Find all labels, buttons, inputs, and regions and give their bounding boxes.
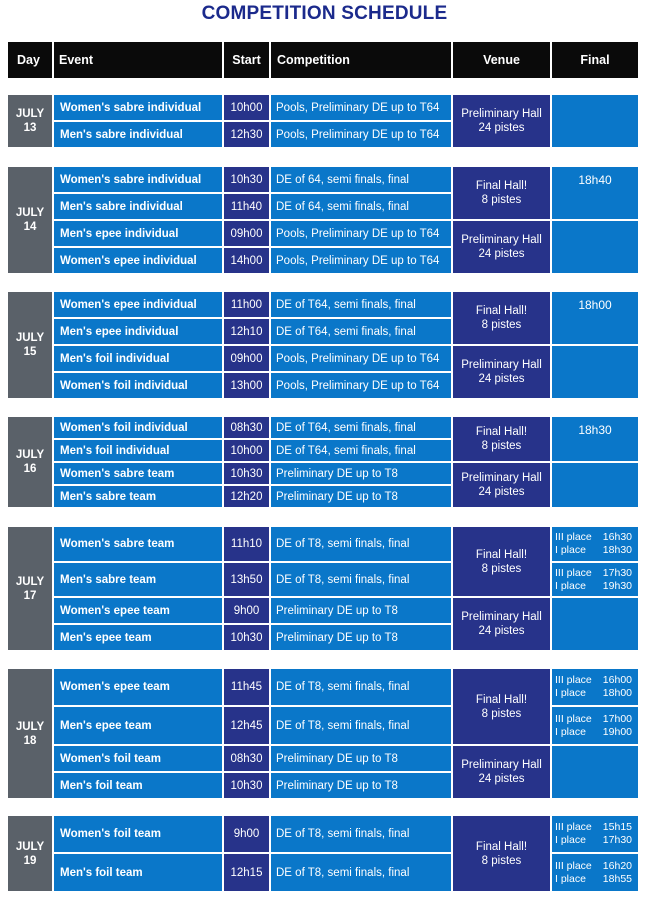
start-time-cell-text: 9h00 xyxy=(233,604,260,617)
start-time-cell xyxy=(224,292,269,317)
start-time-cell-text: 11h00 xyxy=(230,298,263,311)
place-time: 18h30 xyxy=(602,544,632,556)
event-cell xyxy=(54,440,222,461)
competition-cell xyxy=(271,669,451,705)
place-time: 18h55 xyxy=(602,872,632,885)
competition-cell-text: Pools, Preliminary DE up to T64 xyxy=(276,128,440,141)
start-time-cell-text: 10h30 xyxy=(230,173,263,186)
day-cell-text: JULY 18 xyxy=(15,720,45,747)
venue-cell xyxy=(453,346,550,398)
competition-cell-text: Pools, Preliminary DE up to T64 xyxy=(276,379,440,392)
venue-cell-text: Preliminary Hall 24 pistes xyxy=(461,108,542,134)
venue-cell xyxy=(453,598,550,650)
start-time-cell xyxy=(224,527,269,561)
start-time-cell-text: 10h00 xyxy=(230,444,263,457)
place-label: III place xyxy=(555,821,592,833)
competition-cell-text: Preliminary DE up to T8 xyxy=(276,779,398,792)
event-cell xyxy=(54,598,222,623)
event-cell xyxy=(54,527,222,561)
header-competition-label: Competition xyxy=(277,53,350,67)
day-cell-text: JULY 16 xyxy=(15,449,45,475)
start-time-cell-text: 12h30 xyxy=(230,128,263,141)
header-day xyxy=(8,42,52,78)
start-time-cell-text: 12h15 xyxy=(230,866,263,879)
header-start-label: Start xyxy=(232,53,261,67)
competition-cell xyxy=(271,486,451,507)
competition-cell xyxy=(271,346,451,371)
final-times-cell xyxy=(552,563,638,596)
event-cell xyxy=(54,292,222,317)
event-cell-text: Men's foil individual xyxy=(60,444,170,457)
event-cell xyxy=(54,707,222,744)
header-event-label: Event xyxy=(59,53,94,67)
place-time: 15h15 xyxy=(602,821,632,833)
final-time-line xyxy=(555,531,632,544)
header-final xyxy=(552,42,638,78)
place-label: I place xyxy=(555,544,586,556)
competition-cell xyxy=(271,773,451,798)
venue-cell-text: Final Hall! 8 pistes xyxy=(475,693,528,720)
start-time-cell-text: 9h00 xyxy=(233,828,260,840)
event-cell xyxy=(54,319,222,344)
competition-cell-text: Preliminary DE up to T8 xyxy=(276,467,398,480)
competition-cell-text: DE of T64, semi finals, final xyxy=(276,421,416,434)
day-cell xyxy=(8,95,52,147)
place-label: I place xyxy=(555,872,586,885)
venue-cell-text: Final Hall! 8 pistes xyxy=(475,548,528,575)
venue-cell xyxy=(453,463,550,507)
start-time-cell xyxy=(224,486,269,507)
event-cell xyxy=(54,463,222,484)
venue-cell-text: Final Hall! 8 pistes xyxy=(475,840,528,867)
competition-cell-text: Preliminary DE up to T8 xyxy=(276,752,398,765)
venue-cell xyxy=(453,167,550,219)
header-venue-label: Venue xyxy=(483,53,520,67)
final-time-cell xyxy=(552,95,638,147)
final-time-cell xyxy=(552,463,638,507)
start-time-cell xyxy=(224,854,269,891)
start-time-cell-text: 13h00 xyxy=(230,379,263,392)
competition-cell xyxy=(271,527,451,561)
venue-cell-text: Preliminary Hall 24 pistes xyxy=(461,359,542,385)
page-title: COMPETITION SCHEDULE xyxy=(201,3,448,24)
event-cell xyxy=(54,167,222,192)
event-cell-text: Men's epee individual xyxy=(60,325,179,338)
event-cell xyxy=(54,854,222,891)
competition-cell xyxy=(271,292,451,317)
start-time-cell-text: 12h20 xyxy=(230,490,263,503)
final-time-cell xyxy=(552,417,638,461)
final-times-cell xyxy=(552,816,638,852)
start-time-cell xyxy=(224,746,269,771)
final-time-line xyxy=(555,544,632,557)
start-time-cell-text: 14h00 xyxy=(230,254,263,267)
day-cell xyxy=(8,669,52,798)
event-cell-text: Women's foil individual xyxy=(60,421,188,434)
competition-cell xyxy=(271,417,451,438)
start-time-cell xyxy=(224,463,269,484)
venue-cell xyxy=(453,527,550,596)
start-time-cell xyxy=(224,816,269,852)
event-cell xyxy=(54,373,222,398)
start-time-cell-text: 08h30 xyxy=(230,421,263,434)
competition-cell xyxy=(271,854,451,891)
start-time-cell-text: 10h00 xyxy=(230,101,263,114)
competition-cell-text: DE of T8, semi finals, final xyxy=(276,681,410,693)
event-cell xyxy=(54,625,222,650)
final-time-cell-text: 18h00 xyxy=(578,298,612,312)
place-label: III place xyxy=(555,566,592,579)
event-cell xyxy=(54,221,222,246)
day-cell-text: JULY 15 xyxy=(15,332,45,358)
start-time-cell xyxy=(224,194,269,219)
start-time-cell xyxy=(224,773,269,798)
competition-cell xyxy=(271,248,451,273)
event-cell-text: Men's sabre team xyxy=(60,490,157,503)
place-time: 18h00 xyxy=(602,687,632,699)
event-cell xyxy=(54,122,222,147)
start-time-cell-text: 08h30 xyxy=(230,752,263,765)
day-cell-text: JULY 13 xyxy=(15,108,45,134)
final-time-line xyxy=(555,713,632,726)
start-time-cell xyxy=(224,563,269,596)
start-time-cell xyxy=(224,319,269,344)
event-cell-text: Women's sabre team xyxy=(60,467,175,480)
start-time-cell xyxy=(224,625,269,650)
venue-cell-text: Preliminary Hall 24 pistes xyxy=(461,611,542,637)
start-time-cell xyxy=(224,248,269,273)
event-cell-text: Men's foil team xyxy=(60,779,143,792)
place-time: 17h00 xyxy=(602,712,632,725)
competition-cell-text: Pools, Preliminary DE up to T64 xyxy=(276,227,440,240)
start-time-cell xyxy=(224,122,269,147)
competition-cell xyxy=(271,122,451,147)
competition-cell-text: DE of T8, semi finals, final xyxy=(276,866,410,879)
start-time-cell-text: 09h00 xyxy=(230,227,263,240)
day-cell xyxy=(8,816,52,891)
start-time-cell xyxy=(224,373,269,398)
competition-cell xyxy=(271,746,451,771)
header-start xyxy=(224,42,269,78)
place-label: III place xyxy=(555,859,592,872)
event-cell-text: Men's epee team xyxy=(60,631,152,644)
final-time-line xyxy=(555,726,632,739)
event-cell-text: Women's epee individual xyxy=(60,298,197,311)
competition-cell-text: DE of 64, semi finals, final xyxy=(276,200,409,213)
event-cell-text: Men's sabre individual xyxy=(60,200,183,213)
start-time-cell-text: 13h50 xyxy=(230,573,263,586)
competition-cell xyxy=(271,319,451,344)
competition-cell-text: DE of T8, semi finals, final xyxy=(276,828,410,840)
venue-cell xyxy=(453,292,550,344)
start-time-cell-text: 10h30 xyxy=(230,467,263,480)
place-time: 16h00 xyxy=(602,674,632,686)
final-time-cell xyxy=(552,221,638,273)
start-time-cell xyxy=(224,669,269,705)
place-time: 16h30 xyxy=(602,531,632,543)
final-time-line xyxy=(555,687,632,700)
competition-cell xyxy=(271,598,451,623)
day-cell xyxy=(8,527,52,650)
competition-cell-text: DE of T64, semi finals, final xyxy=(276,298,416,311)
competition-cell xyxy=(271,194,451,219)
event-cell-text: Women's epee team xyxy=(60,604,170,617)
place-label: I place xyxy=(555,687,586,699)
venue-cell-text: Final Hall! 8 pistes xyxy=(475,180,528,206)
venue-cell xyxy=(453,746,550,798)
start-time-cell-text: 11h40 xyxy=(230,200,263,213)
competition-cell-text: Preliminary DE up to T8 xyxy=(276,604,398,617)
place-time: 19h30 xyxy=(602,579,632,592)
competition-cell xyxy=(271,563,451,596)
final-time-cell xyxy=(552,598,638,650)
event-cell xyxy=(54,563,222,596)
start-time-cell xyxy=(224,95,269,120)
final-time-line xyxy=(555,567,632,580)
competition-cell-text: DE of 64, semi finals, final xyxy=(276,173,409,186)
event-cell xyxy=(54,95,222,120)
event-cell-text: Women's epee team xyxy=(60,681,170,693)
place-time: 17h30 xyxy=(602,566,632,579)
start-time-cell-text: 11h45 xyxy=(230,681,263,693)
header-event xyxy=(54,42,222,78)
place-label: III place xyxy=(555,531,592,543)
final-times-cell xyxy=(552,707,638,744)
event-cell-text: Men's foil individual xyxy=(60,352,170,365)
event-cell-text: Men's foil team xyxy=(60,866,143,879)
event-cell-text: Women's foil team xyxy=(60,752,161,765)
start-time-cell xyxy=(224,346,269,371)
competition-cell-text: DE of T64, semi finals, final xyxy=(276,444,416,457)
event-cell-text: Women's foil team xyxy=(60,828,161,840)
start-time-cell-text: 09h00 xyxy=(230,352,263,365)
day-cell-text: JULY 19 xyxy=(15,840,45,867)
event-cell-text: Women's sabre individual xyxy=(60,173,202,186)
competition-cell xyxy=(271,463,451,484)
start-time-cell-text: 10h30 xyxy=(230,779,263,792)
competition-cell-text: Preliminary DE up to T8 xyxy=(276,490,398,503)
event-cell-text: Men's epee team xyxy=(60,719,152,732)
event-cell-text: Men's sabre individual xyxy=(60,128,183,141)
start-time-cell-text: 10h30 xyxy=(230,631,263,644)
event-cell xyxy=(54,248,222,273)
competition-cell xyxy=(271,625,451,650)
start-time-cell-text: 12h10 xyxy=(230,325,263,338)
day-cell-text: JULY 17 xyxy=(15,575,45,602)
final-time-cell xyxy=(552,746,638,798)
competition-cell-text: Preliminary DE up to T8 xyxy=(276,631,398,644)
competition-cell xyxy=(271,221,451,246)
event-cell-text: Women's foil individual xyxy=(60,379,188,392)
venue-cell-text: Preliminary Hall 24 pistes xyxy=(461,472,542,498)
venue-cell-text: Preliminary Hall 24 pistes xyxy=(461,234,542,260)
start-time-cell xyxy=(224,417,269,438)
day-cell-text: JULY 14 xyxy=(15,207,45,233)
event-cell xyxy=(54,669,222,705)
event-cell xyxy=(54,773,222,798)
header-competition xyxy=(271,42,451,78)
venue-cell-text: Final Hall! 8 pistes xyxy=(475,305,528,331)
competition-cell-text: DE of T64, semi finals, final xyxy=(276,325,416,338)
venue-cell-text: Preliminary Hall 24 pistes xyxy=(461,759,542,785)
header-final-label: Final xyxy=(580,53,610,67)
event-cell xyxy=(54,346,222,371)
place-label: I place xyxy=(555,579,586,592)
competition-cell xyxy=(271,707,451,744)
event-cell-text: Women's sabre team xyxy=(60,538,175,550)
competition-cell xyxy=(271,816,451,852)
day-cell xyxy=(8,417,52,507)
event-cell-text: Women's epee individual xyxy=(60,254,197,267)
place-time: 16h20 xyxy=(602,859,632,872)
start-time-cell xyxy=(224,707,269,744)
header-venue xyxy=(453,42,550,78)
event-cell xyxy=(54,194,222,219)
final-time-line xyxy=(555,860,632,873)
venue-cell xyxy=(453,221,550,273)
final-times-cell xyxy=(552,527,638,561)
final-time-cell xyxy=(552,167,638,219)
place-time: 17h30 xyxy=(602,834,632,846)
competition-cell xyxy=(271,95,451,120)
competition-cell xyxy=(271,167,451,192)
final-time-line xyxy=(555,674,632,687)
final-times-cell xyxy=(552,669,638,705)
place-label: III place xyxy=(555,712,592,725)
event-cell-text: Men's epee individual xyxy=(60,227,179,240)
place-label: I place xyxy=(555,725,586,738)
competition-cell xyxy=(271,440,451,461)
venue-cell xyxy=(453,669,550,744)
competition-cell-text: DE of T8, semi finals, final xyxy=(276,538,410,550)
final-time-line xyxy=(555,580,632,593)
venue-cell xyxy=(453,417,550,461)
start-time-cell-text: 11h10 xyxy=(230,538,263,550)
day-cell xyxy=(8,292,52,398)
final-time-line xyxy=(555,834,632,847)
event-cell xyxy=(54,746,222,771)
event-cell xyxy=(54,417,222,438)
final-times-cell xyxy=(552,854,638,891)
final-time-line xyxy=(555,873,632,886)
start-time-cell xyxy=(224,440,269,461)
competition-cell-text: Pools, Preliminary DE up to T64 xyxy=(276,101,440,114)
final-time-cell-text: 18h40 xyxy=(578,173,612,187)
final-time-cell xyxy=(552,346,638,398)
start-time-cell-text: 12h45 xyxy=(230,719,263,732)
event-cell xyxy=(54,486,222,507)
venue-cell xyxy=(453,816,550,891)
competition-cell-text: Pools, Preliminary DE up to T64 xyxy=(276,254,440,267)
competition-cell-text: DE of T8, semi finals, final xyxy=(276,719,410,732)
competition-cell-text: DE of T8, semi finals, final xyxy=(276,573,410,586)
start-time-cell xyxy=(224,221,269,246)
event-cell-text: Women's sabre individual xyxy=(60,101,202,114)
header-day-label: Day xyxy=(17,53,40,67)
competition-cell-text: Pools, Preliminary DE up to T64 xyxy=(276,352,440,365)
final-time-line xyxy=(555,821,632,834)
venue-cell xyxy=(453,95,550,147)
event-cell xyxy=(54,816,222,852)
day-cell xyxy=(8,167,52,273)
final-time-cell xyxy=(552,292,638,344)
place-label: I place xyxy=(555,834,586,846)
event-cell-text: Men's sabre team xyxy=(60,573,157,586)
final-time-cell-text: 18h30 xyxy=(578,423,612,437)
place-time: 19h00 xyxy=(602,725,632,738)
start-time-cell xyxy=(224,167,269,192)
venue-cell-text: Final Hall! 8 pistes xyxy=(475,426,528,452)
place-label: III place xyxy=(555,674,592,686)
start-time-cell xyxy=(224,598,269,623)
competition-cell xyxy=(271,373,451,398)
